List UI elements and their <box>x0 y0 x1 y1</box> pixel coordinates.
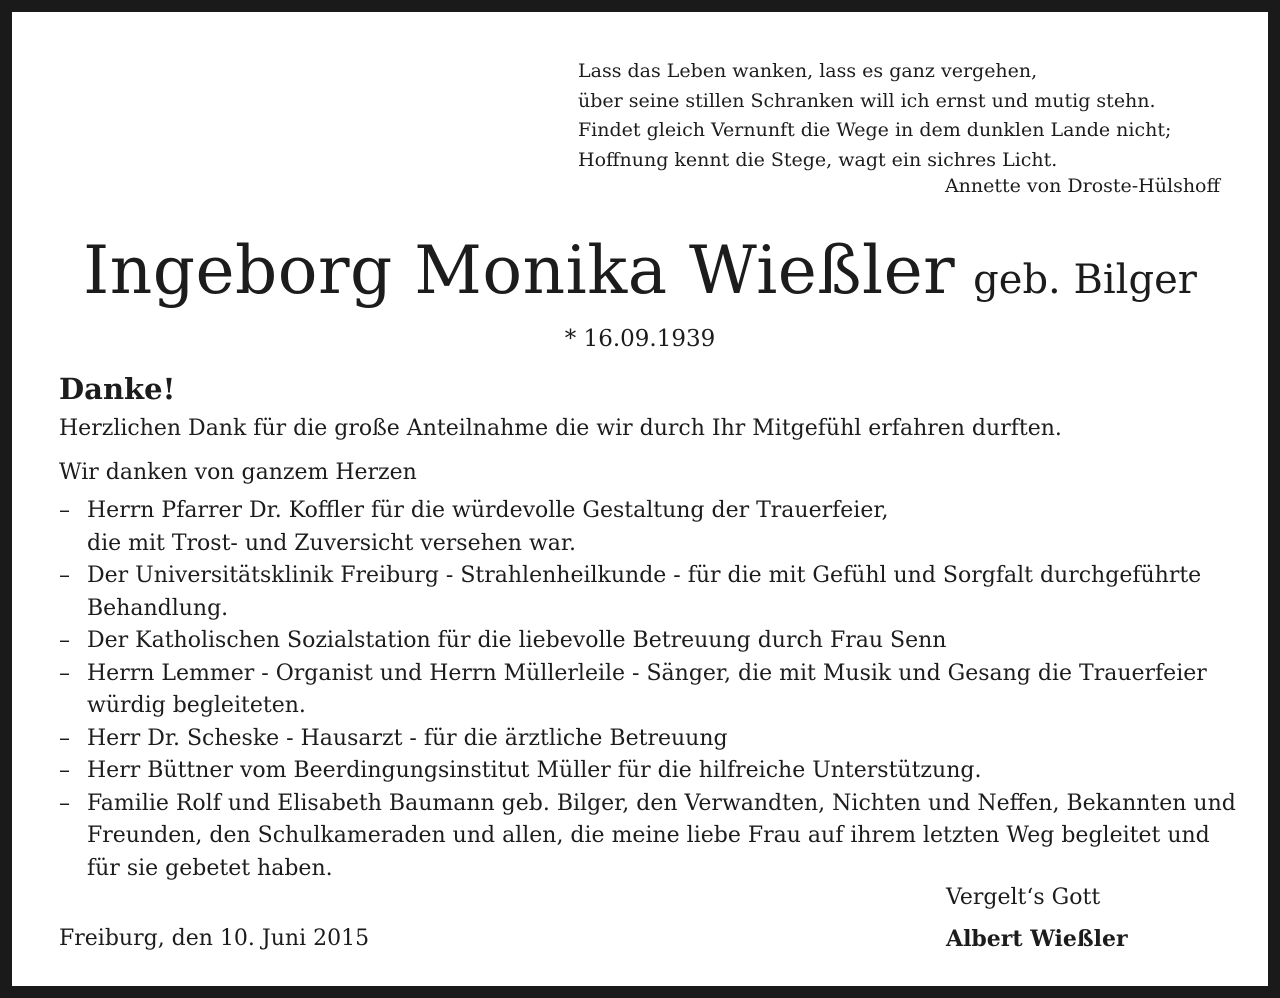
closing-phrase: Vergelt‘s Gott <box>946 885 1101 910</box>
place-date: Freiburg, den 10. Juni 2015 <box>59 926 370 951</box>
poem-line: Hoffnung kennt die Stege, wagt ein sichres Licht. <box>578 148 1058 171</box>
list-dash: – <box>59 660 70 686</box>
thanks-list-item-line: Der Universitätsklinik Freiburg - Strahlenheilkunde - für die mit Gefühl und Sorgfalt durchgeführte <box>87 563 1202 588</box>
poem-line: Findet gleich Vernunft die Wege in dem dunklen Lande nicht; <box>578 119 1172 141</box>
thanks-intro-2: Wir danken von ganzem Herzen <box>59 460 417 485</box>
thanks-list-item-line: die mit Trost- und Zuversicht versehen war. <box>87 530 577 556</box>
thanks-title: Danke! <box>59 372 176 406</box>
thanks-list-item-line: würdig begleiteten. <box>87 693 306 718</box>
thanks-list-item-line: Der Katholischen Sozialstation für die liebevolle Betreuung durch Frau Senn <box>87 628 947 653</box>
birth-date: * 16.09.1939 <box>564 326 716 352</box>
thanks-list-item <box>59 755 1239 788</box>
list-dash: – <box>59 498 70 523</box>
deceased-name: Ingeborg Monika Wießler <box>83 232 956 309</box>
thanks-list-item <box>59 788 1239 886</box>
thanks-list-item-line: Herr Dr. Scheske - Hausarzt - für die ärztliche Betreuung <box>87 725 728 751</box>
thanks-list <box>59 495 1239 885</box>
thanks-list-item-line: für sie gebetet haben. <box>87 855 333 881</box>
list-dash: – <box>59 563 70 588</box>
thanks-list-item <box>59 560 1239 625</box>
thanks-list-item <box>59 625 1239 658</box>
signature: Albert Wießler <box>946 926 1128 952</box>
list-dash: – <box>59 725 70 751</box>
deceased-name-row <box>12 232 1268 309</box>
list-dash: – <box>59 790 70 816</box>
thanks-list-item-line: Freunden, den Schulkameraden und allen, die meine liebe Frau auf ihrem letzten Weg begleitet und <box>87 823 1210 848</box>
maiden-name: geb. Bilger <box>973 257 1197 303</box>
thanks-list-item-line: Familie Rolf und Elisabeth Baumann geb. Bilger, den Verwandten, Nichten und Neffen, Bekannten und <box>87 790 1236 816</box>
thanks-list-item <box>59 723 1239 756</box>
list-dash: – <box>59 628 70 653</box>
poem-author: Annette von Droste-Hülshoff <box>944 175 1220 197</box>
thanks-list-item-line: Herrn Pfarrer Dr. Koffler für die würdevolle Gestaltung der Trauerfeier, <box>87 498 889 523</box>
poem-line: Lass das Leben wanken, lass es ganz vergehen, <box>578 60 1038 82</box>
thanks-list-item <box>59 658 1239 723</box>
poem <box>578 57 1238 175</box>
thanks-list-item-line: Herrn Lemmer - Organist und Herrn Müllerleile - Sänger, die mit Musik und Gesang die Trauerfeier <box>87 660 1207 686</box>
poem-line: über seine stillen Schranken will ich ernst und mutig stehn. <box>578 89 1156 112</box>
thanks-list-item-line: Herr Büttner vom Beerdingungsinstitut Müller für die hilfreiche Unterstützung. <box>87 758 982 783</box>
list-dash: – <box>59 758 70 783</box>
thanks-list-item-line: Behandlung. <box>87 595 229 621</box>
thanks-intro: Herzlichen Dank für die große Anteilnahme die wir durch Ihr Mitgefühl erfahren durften. <box>59 416 1062 441</box>
thanks-list-item <box>59 495 1239 560</box>
